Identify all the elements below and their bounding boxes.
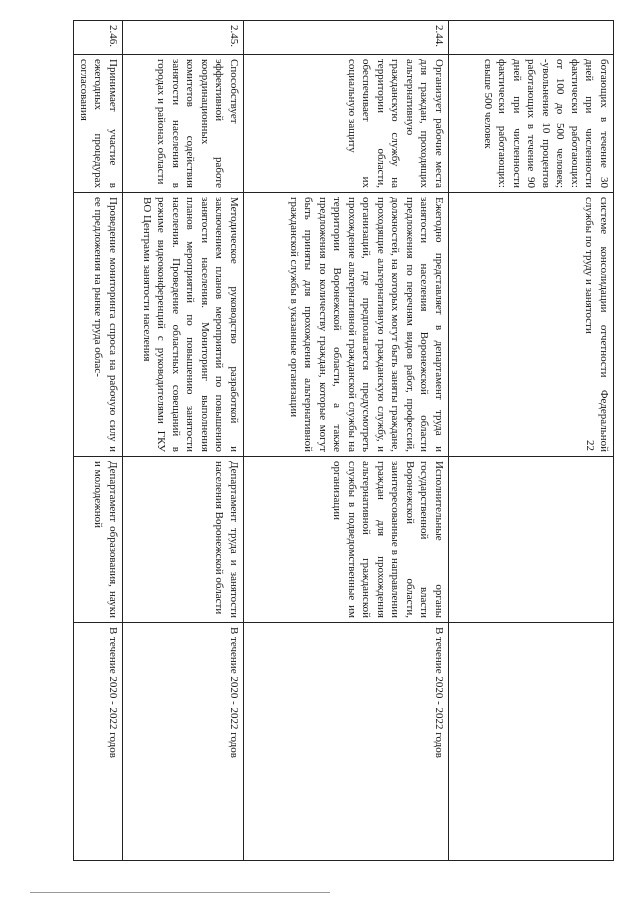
description-cell: Проведение мониторинга спроса на рабочую силу и ее предложения на рынке труда облас-	[74, 193, 123, 457]
table-row	[244, 21, 449, 861]
measures-table	[74, 20, 615, 861]
row-number-cell: 2.46.	[74, 21, 123, 55]
table-row	[449, 21, 614, 861]
executor-cell	[449, 457, 614, 623]
description-cell: Ежегодно представляет в департамент труда и занятости населения Воронежской области предложения по перечням видов работ, профессий, должностей, на которых могут быть заняты граждане, проходящие альтернативную гражданскую службу, и организаций, где предполагается предусмотреть прохождение альтернативной гражданской службы на территории Воронежской области, а также предложения по количеству граждан, которые могут быть приняты для прохождения альтернативной гражданской службы в указанные организации	[244, 193, 449, 457]
term-cell	[449, 623, 614, 861]
term-cell: В течение 2020 - 2022 годов	[123, 623, 244, 861]
term-cell: В течение 2020 - 2022 годов	[244, 623, 449, 861]
action-cell: Принимает участие в ежегодных процедурах согласования	[74, 55, 123, 193]
row-number-cell: 2.44.	[244, 21, 449, 55]
term-cell: В течение 2020 - 2022 годов	[74, 623, 123, 861]
page-number: 22	[584, 440, 596, 451]
table-row	[74, 21, 123, 861]
executor-cell: Исполнительные органы государственной власти Воронежской области, заинтересованные в направлении граждан для прохождения альтернативной гражданской службы в подведомственные им организации	[244, 457, 449, 623]
rotated-page-content	[54, 20, 614, 860]
scan-edge-line	[30, 892, 330, 893]
table-row	[123, 21, 244, 861]
executor-cell: Департамент труда и занятости населения Воронежской области	[123, 457, 244, 623]
row-number-cell: 2.45.	[123, 21, 244, 55]
action-cell: Способствует эффективной работе координационных комитетов содействия занятости населения в городах и районах области	[123, 55, 244, 193]
action-cell: Организует рабочие места для граждан, проходящих альтернативную гражданскую службу на территории области, обеспечивает их социальную защиту	[244, 55, 449, 193]
action-cell: ботающих в течение 30 дней при численности фактически работающих: от 100 до 500 человек; -увольнение 10 процентов работающих в течение 90 дней при численности фактически работающих: свыше 500 человек	[449, 55, 614, 193]
description-cell: системе консолидации отчетности Федеральной службы по труду и занятости	[449, 193, 614, 457]
description-cell: Методическое руководство разработкой и заключением планов мероприятий по повышению занятости населения. Мониторинг выполнения планов мероприятий по повышению занятости населения. Проведение областных совещаний в режиме видеоконференций с руководителями ГКУ ВО Центрами занятости населения	[123, 193, 244, 457]
row-number-cell	[449, 21, 614, 55]
executor-cell: Департамент образования, науки и молодежной	[74, 457, 123, 623]
